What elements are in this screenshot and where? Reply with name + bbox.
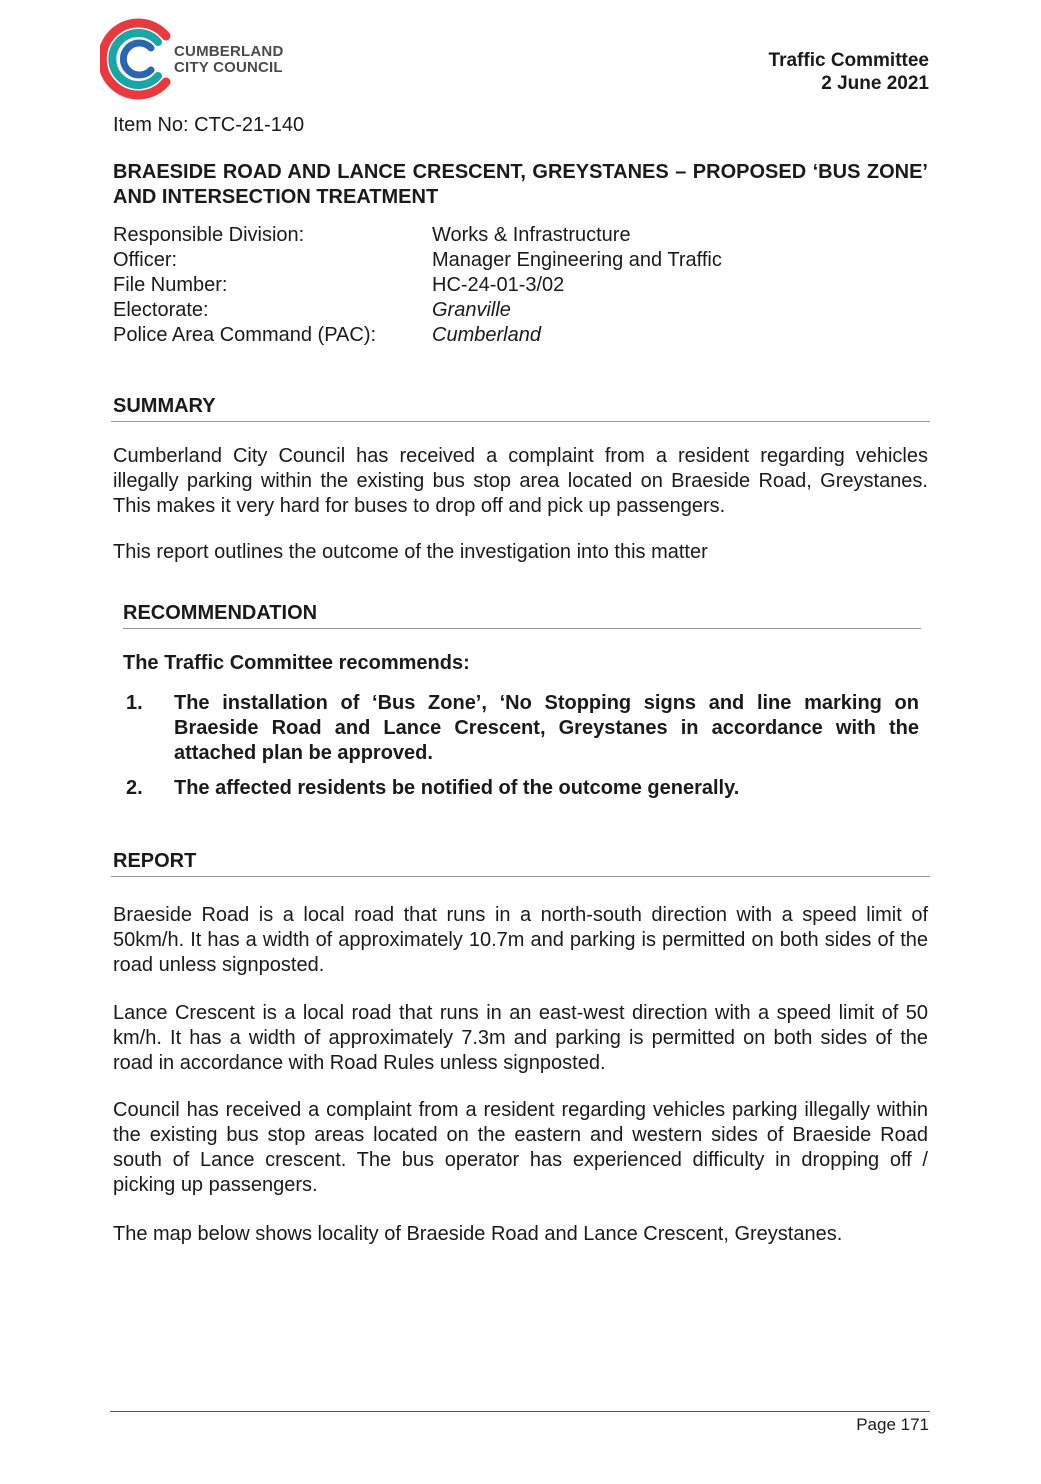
summary-heading-text: SUMMARY — [113, 395, 216, 417]
recommendation-intro: The Traffic Committee recommends: — [123, 652, 470, 674]
report-heading-text: REPORT — [113, 850, 197, 872]
meta-value: Granville — [432, 299, 511, 321]
meta-value: Cumberland — [432, 324, 541, 346]
meta-value: Manager Engineering and Traffic — [432, 249, 722, 271]
page-number: Page 171 — [856, 1415, 929, 1434]
recommendation-item — [126, 691, 919, 766]
recommendation-text: The affected residents be notified of the outcome generally. — [174, 777, 740, 799]
report-metadata — [113, 223, 722, 348]
logo-wordmark — [174, 44, 284, 76]
report-heading — [111, 850, 930, 877]
meta-label: File Number: — [113, 274, 228, 296]
council-logo-icon — [100, 18, 174, 100]
recommendation-text: The installation of ‘Bus Zone’, ‘No Stopping signs and line marking on Braeside Road and Lance Crescent, Greystanes in accordance with the attached plan be approved. — [174, 692, 919, 764]
report-title: BRAESIDE ROAD AND LANCE CRESCENT, GREYSTANES – PROPOSED ‘BUS ZONE’ AND INTERSECTION TREATMENT — [113, 161, 928, 208]
recommendation-number: 2. — [126, 777, 143, 799]
recommendation-number: 1. — [126, 692, 143, 714]
summary-paragraph-2: This report outlines the outcome of the investigation into this matter — [113, 541, 708, 563]
recommendation-item — [126, 776, 919, 801]
meeting-date: 2 June 2021 — [821, 73, 929, 94]
council-logo — [100, 18, 300, 100]
footer-divider — [110, 1411, 930, 1412]
logo-line-1: CUMBERLAND — [174, 43, 284, 60]
item-number: Item No: CTC-21-140 — [113, 114, 305, 136]
summary-heading — [111, 395, 930, 422]
meta-row-officer — [113, 248, 722, 273]
report-paragraph-1: Braeside Road is a local road that runs in a north-south direction with a speed limit of 50km/h. It has a width of approximately 10.7m and parking is permitted on both sides of the road unless signposted. — [113, 904, 928, 976]
meta-value: HC-24-01-3/02 — [432, 274, 565, 296]
meta-row-division — [113, 223, 722, 248]
meta-row-electorate — [113, 298, 722, 323]
logo-line-2: CITY COUNCIL — [174, 59, 283, 76]
summary-paragraph-1: Cumberland City Council has received a complaint from a resident regarding vehicles illegally parking within the existing bus stop area located on Braeside Road, Greystanes. This makes it very hard for buses to drop off and pick up passengers. — [113, 445, 928, 517]
recommendation-heading-text: RECOMMENDATION — [123, 602, 318, 624]
recommendation-heading — [123, 602, 921, 629]
meta-value: Works & Infrastructure — [432, 224, 631, 246]
meta-label: Responsible Division: — [113, 224, 305, 246]
meta-label: Officer: — [113, 249, 178, 271]
meta-row-pac — [113, 323, 722, 348]
meta-label: Electorate: — [113, 299, 209, 321]
committee-name: Traffic Committee — [768, 50, 929, 71]
meta-label: Police Area Command (PAC): — [113, 324, 377, 346]
header-meeting-info — [769, 49, 929, 95]
report-paragraph-2: Lance Crescent is a local road that runs in an east-west direction with a speed limit of 50 km/h. It has a width of approximately 7.3m and parking is permitted on both sides of the road in accordance with Road Rules unless signposted. — [113, 1002, 928, 1074]
report-paragraph-3: Council has received a complaint from a resident regarding vehicles parking illegally within the existing bus stop areas located on the eastern and western sides of Braeside Road south of Lance crescent. The bus operator has experienced difficulty in dropping off / picking up passengers. — [113, 1099, 928, 1196]
report-paragraph-4: The map below shows locality of Braeside Road and Lance Crescent, Greystanes. — [113, 1223, 843, 1245]
recommendation-list — [126, 691, 919, 801]
meta-row-file-number — [113, 273, 722, 298]
